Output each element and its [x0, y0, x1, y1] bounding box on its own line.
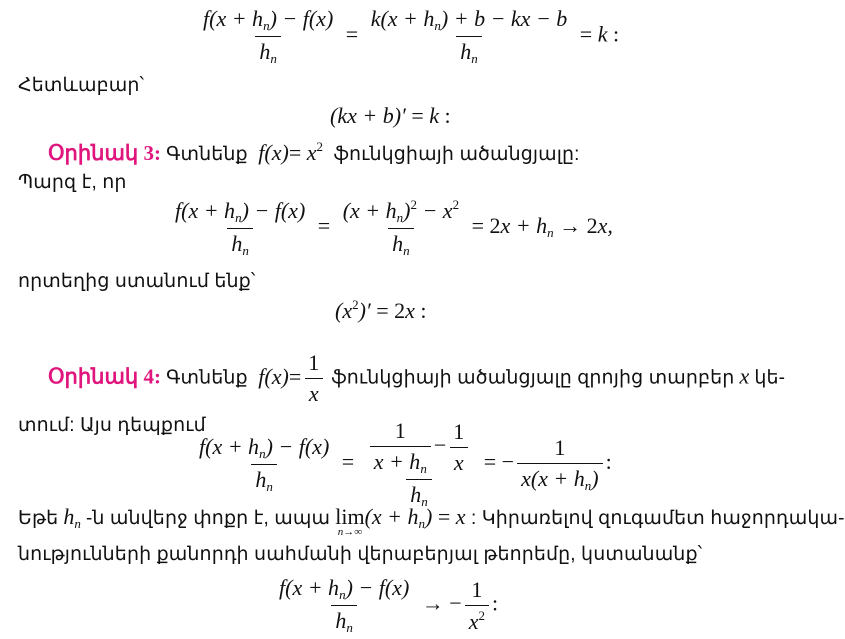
example-4-intro: Գտնենք	[166, 367, 248, 389]
equation-square-difference-quotient: $\frac{f(x + h_n) - f(x)}{h_n}$ = $\frac{(x + h_n)^2 - x^2}{h_n}$ = $2x + h_n \to 2x$,	[175, 197, 613, 258]
example-4-function: f(x)= $\frac{1}{x}$	[253, 364, 326, 389]
equation-square-derivative: $(x^2)' = 2x$ :	[335, 297, 427, 323]
text-kirarelov: : Կիրառելով զուգամետ հաջորդակա-	[471, 508, 845, 529]
equation-reciprocal-difference-quotient: $\frac{f(x + h_n) - f(x)}{h_n}$ = $\frac{1}{x + h_n}$ − $\frac{1}{x}$ $h_n$ = − $\frac{1}{x(x + h_n)}$ :	[199, 418, 612, 509]
equation-reciprocal-limit: $\frac{f(x + h_n) - f(x)}{h_n}$ → − $\frac{1}{x^2}$ :	[279, 575, 499, 635]
equation-linear-derivative: (kx + b)′ = k :	[330, 103, 451, 128]
h-n-symbol: $h_n$	[63, 504, 81, 531]
text-ete-mid: -ն անվերջ փոքր է, ապա	[85, 508, 331, 529]
example-4-label: Օրինակ 4:	[48, 364, 161, 389]
example-4-var: x	[739, 363, 750, 389]
example-3-suffix: ֆունկցիայի ածանցյալը:	[333, 144, 580, 165]
text-ete: Եթե	[18, 508, 59, 529]
text-ex4-line2: տում: Այս դեպքում	[18, 415, 206, 436]
limit-expression: lim n→∞ $(x + h_n) = x$	[335, 504, 472, 538]
text-parz-e: Պարզ է, որ	[18, 172, 127, 193]
text-hetevabar: Հետևաբար՝	[18, 75, 145, 96]
example-4-end: կե-	[754, 367, 786, 389]
text-line-last: նությունների քանորդի սահմանի վերաբերյալ թեորեմը, կստանանք՝	[18, 544, 703, 565]
equation-linear-difference-quotient: $\frac{f(x + h_n) - f(x)}{h_n}$ = $\frac{k(x + h_n) + b - kx - b}{h_n}$ = k :	[203, 6, 620, 66]
text-ortexic: որտեղից ստանում ենք՝	[18, 271, 256, 292]
example-4-line	[48, 350, 785, 407]
limit-line	[18, 504, 845, 538]
example-3-intro: Գտնենք	[166, 144, 248, 165]
example-3-function: $f(x)= x^2$	[252, 139, 324, 165]
example-3-line	[48, 139, 580, 166]
example-4-suffix: ֆունկցիայի ածանցյալը զրոյից տարբեր	[331, 367, 735, 389]
example-3-label: Օրինակ 3:	[48, 141, 161, 165]
